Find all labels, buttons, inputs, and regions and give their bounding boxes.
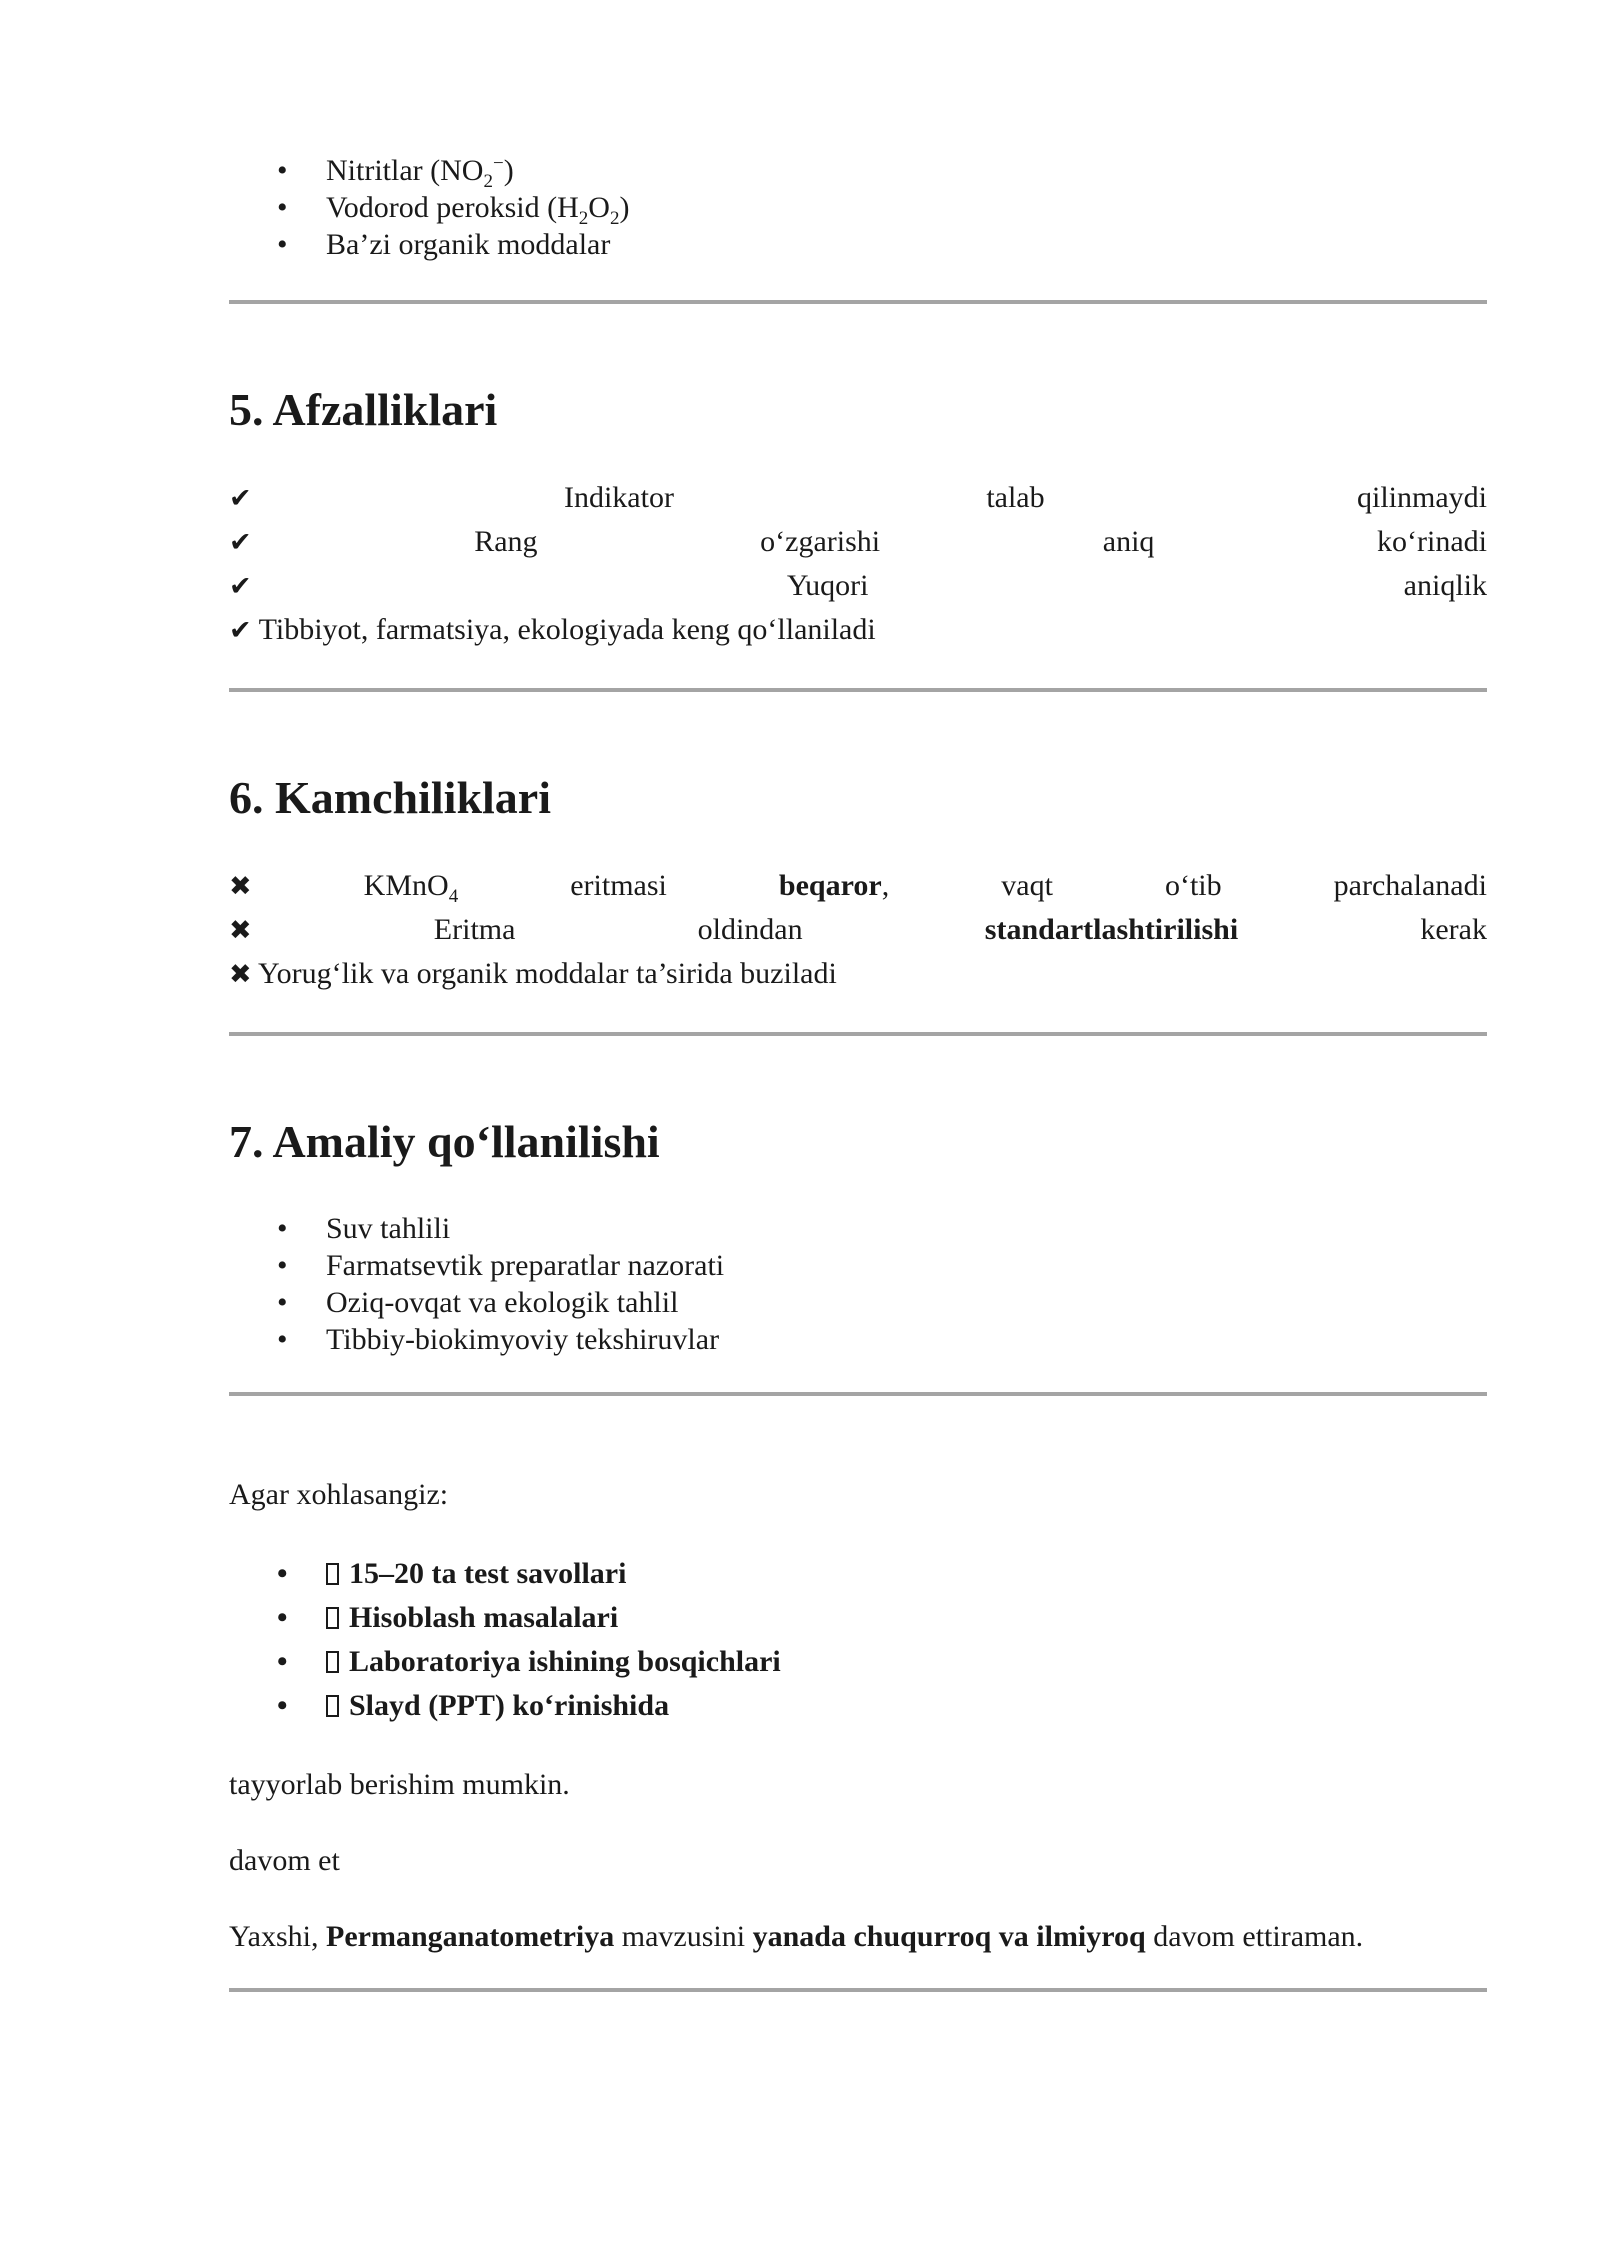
divider bbox=[229, 300, 1487, 304]
oxidizable-substances-list bbox=[229, 152, 629, 263]
divider bbox=[229, 1392, 1487, 1396]
section-heading-disadvantages: 6. Kamchiliklari bbox=[229, 772, 551, 823]
disadvantage-row: ✖ KMnO$_4$ eritmasi beqaror, vaqt o‘tib parchalanadi bbox=[229, 869, 1487, 907]
list-item: • Oziq-ovqat va ekologik tahlil bbox=[229, 1284, 724, 1321]
section-heading-advantages: 5. Afzalliklari bbox=[229, 384, 498, 435]
list-item: • Laboratoriya ishining bosqichlari bbox=[229, 1640, 781, 1684]
list-item: • Vodorod peroksid $(H_2O_2)$ bbox=[229, 189, 629, 226]
divider bbox=[229, 688, 1487, 692]
check-icon: ✔ bbox=[229, 483, 252, 514]
applications-list bbox=[229, 1210, 724, 1358]
list-item: • Suv tahlili bbox=[229, 1210, 724, 1247]
closing-paragraph: Yaxshi, Permanganatometriya mavzusini yanada chuqurroq va ilmiyroq davom ettiraman. bbox=[229, 1920, 1364, 1953]
advantage-row: ✔ Yuqori aniqlik bbox=[229, 566, 1487, 606]
list-item: • Tibbiy-biokimyoviy tekshiruvlar bbox=[229, 1321, 724, 1358]
check-icon: ✔ bbox=[229, 571, 252, 602]
missing-glyph-icon bbox=[326, 1651, 339, 1673]
list-item: • Hisoblash masalalari bbox=[229, 1596, 781, 1640]
missing-glyph-icon bbox=[326, 1563, 339, 1585]
disadvantage-row: ✖ Yorug‘lik va organik moddalar ta’sirida buziladi bbox=[229, 954, 1487, 994]
cross-icon: ✖ bbox=[229, 871, 252, 902]
check-icon: ✔ bbox=[229, 615, 252, 646]
offer-lead: Agar xohlasangiz: bbox=[229, 1478, 449, 1511]
advantage-row: ✔ Tibbiyot, farmatsiya, ekologiyada keng qo‘llaniladi bbox=[229, 610, 1487, 650]
list-item: • Nitritlar $(NO_2^-)$ bbox=[229, 152, 629, 189]
missing-glyph-icon bbox=[326, 1695, 339, 1717]
user-prompt: davom et bbox=[229, 1844, 340, 1877]
offer-tail: tayyorlab berishim mumkin. bbox=[229, 1768, 570, 1801]
list-item: • Farmatsevtik preparatlar nazorati bbox=[229, 1247, 724, 1284]
check-icon: ✔ bbox=[229, 527, 252, 558]
list-item: • Slayd (PPT) ko‘rinishida bbox=[229, 1684, 781, 1728]
missing-glyph-icon bbox=[326, 1607, 339, 1629]
cross-icon: ✖ bbox=[229, 959, 252, 990]
advantage-row: ✔ Rang o‘zgarishi aniq ko‘rinadi bbox=[229, 522, 1487, 562]
cross-icon: ✖ bbox=[229, 915, 252, 946]
list-item: • 15–20 ta test savollari bbox=[229, 1552, 781, 1596]
list-item: • Ba’zi organik moddalar bbox=[229, 226, 629, 263]
disadvantage-row: ✖ Eritma oldindan standartlashtirilishi kerak bbox=[229, 910, 1487, 950]
section-heading-applications: 7. Amaliy qo‘llanilishi bbox=[229, 1116, 660, 1167]
divider bbox=[229, 1032, 1487, 1036]
advantage-row: ✔ Indikator talab qilinmaydi bbox=[229, 478, 1487, 518]
divider bbox=[229, 1988, 1487, 1992]
offer-list bbox=[229, 1552, 781, 1728]
